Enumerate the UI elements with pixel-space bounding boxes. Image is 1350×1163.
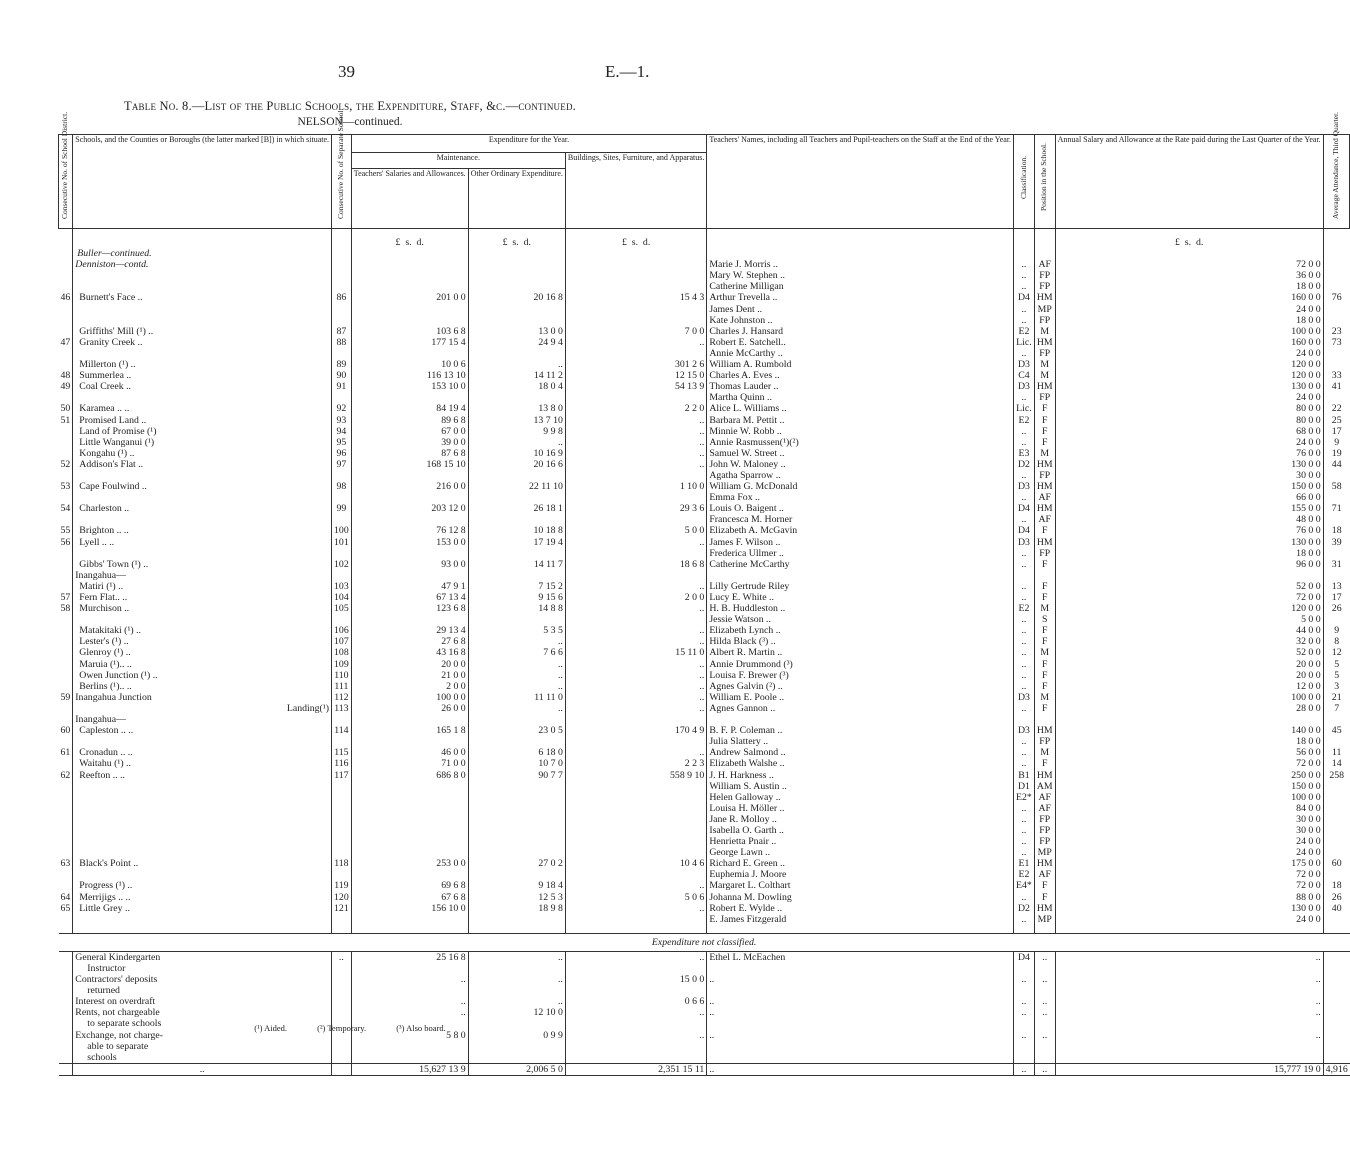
school-name [73,315,332,326]
teacher-name: B. F. P. Coleman .. [707,725,1014,736]
school-name: Landing(¹) [73,703,332,714]
table-row: Land of Promise (¹) 94 67 0 0 9 9 8 .. Minnie W. Robb .. .. F 68 0 0 17 [59,426,1350,437]
teacher-name: Andrew Salmond .. [707,747,1014,758]
school-name: Little Wanganui (¹) [73,437,332,448]
col-expenditure-header: Expenditure for the Year. [351,135,707,153]
table-row: Frederica Ullmer .. .. FP 18 0 0 [59,548,1350,559]
table-row: 55 Brighton .. .. 100 76 12 8 10 18 8 5 0 0 Elizabeth A. McGavin D4 F 76 0 0 18 [60,525,1342,537]
school-name: Brighton .. .. [73,525,332,536]
table-row [59,714,1350,725]
table-row: 49 Coal Creek .. 91 153 10 0 18 0 4 54 13 9 Thomas Lauder .. D3 HM 130 0 0 41 [60,381,1342,393]
school-name: Owen Junction (¹) .. [73,670,332,681]
school-name: Land of Promise (¹) [73,426,332,437]
teacher-name [707,248,1014,259]
teacher-name: Kate Johnston .. [707,315,1014,326]
school-name [73,270,332,281]
teacher-name: Annie Drummond (³) [707,659,1014,670]
unclassified-row: schools [59,1052,1350,1064]
school-name: Gibbs' Town (¹) .. [73,559,332,570]
table-row: Millerton (¹) .. 89 10 0 6 .. 301 2 6 William A. Rumbold D3 M 120 0 0 [59,359,1350,370]
table-row: Denniston—contd. Marie J. Morris .. .. AF 72 0 0 [59,259,1350,270]
teacher-name: Minnie W. Robb .. [707,426,1014,437]
teacher-name: Catherine McCarthy [707,559,1014,570]
teacher-name: Agnes Gannon .. [707,703,1014,714]
school-name: Inangahua— [73,714,332,725]
school-name [73,814,332,825]
school-name: Cape Foulwind .. [73,481,332,492]
school-name: Waitahu (¹) .. [73,758,332,769]
col-schools-header: Schools, and the Counties or Boroughs (the latter marked [B]) in which situate. [73,135,332,229]
table-row: Louisa H. Möller .. .. AF 84 0 0 [59,803,1350,814]
teacher-name: Charles A. Eves .. [707,370,1014,381]
table-row: 48 Summerlea .. 90 116 13 10 14 11 2 12 15 0 Charles A. Eves .. C4 M 120 0 0 33 [60,370,1342,382]
page-number: 39 [338,62,355,81]
teacher-name: E. James Fitzgerald [707,914,1014,925]
table-row: Emma Fox .. .. AF 66 0 0 [59,492,1350,503]
table-row: Landing(¹) 113 26 0 0 .. .. Agnes Gannon .. .. F 28 0 0 7 [59,703,1350,714]
teacher-name [707,714,1014,725]
table-body [59,229,1350,1076]
footnote-aided: (¹) Aided. [254,1023,288,1033]
unclassified-row: Exchange, not charge- 5 8 0 0 9 9 .. .. .. .. .. [59,1030,1350,1041]
teacher-name: Henrietta Pnair .. [707,836,1014,847]
col-buildings-header: Buildings, Sites, Furniture, and Apparatus. [565,153,706,229]
school-name [73,792,332,803]
table-row: Owen Junction (¹) .. 110 21 0 0 .. .. Louisa F. Brewer (³) .. F 20 0 0 5 [59,670,1350,681]
school-name: Millerton (¹) .. [73,359,332,370]
table-row: E. James Fitzgerald .. MP 24 0 0 [59,914,1350,925]
school-name: Glenroy (¹) .. [73,647,332,658]
table-row: 63 Black's Point .. 118 253 0 0 27 0 2 10 4 6 Richard E. Green .. E1 HM 175 0 0 60 [60,858,1342,870]
col-attendance-header: Average Attendance, Third Quarter. [1323,135,1350,229]
school-name [73,781,332,792]
school-name: Matakitaki (¹) .. [73,625,332,636]
table-row: Maruia (¹).. .. 109 20 0 0 .. .. Annie Drummond (³) .. F 20 0 0 5 [59,659,1350,670]
teacher-name: Euphemia J. Moore [707,869,1014,880]
school-name [73,825,332,836]
school-name: Inangahua— [73,570,332,581]
table-title: Table No. 8.—List of the Public Schools, the Expenditure, Staff, &c.—continued. [124,99,576,113]
teacher-name: John W. Maloney .. [707,459,1014,470]
teacher-name: Jane R. Molloy .. [707,814,1014,825]
school-name: Little Grey .. [73,903,332,914]
col-classification-header: Classification. [1014,135,1035,229]
unclassified-row: Rents, not chargeable .. 12 10 0 .. .. .. .. .. [59,1007,1350,1018]
teacher-name: Mary W. Stephen .. [707,270,1014,281]
col-teachers-header: Teachers' Names, including all Teachers and Pupil-teachers on the Staff at the End of the Year. [707,135,1014,229]
table-row: James Dent .. .. MP 24 0 0 [59,304,1350,315]
school-name [73,836,332,847]
unclassified-heading: Expenditure not classified. [59,933,1350,951]
teacher-name: Elizabeth Walshe .. [707,758,1014,769]
table-row: Mary W. Stephen .. .. FP 36 0 0 [59,270,1350,281]
table-row: 47 Granity Creek .. 88 177 15 4 24 9 4 .. Robert E. Satchell.. Lic. HM 160 0 0 73 [60,336,1342,348]
footnote-temporary: (²) Temporary. [317,1023,367,1033]
table-row: Isabella O. Garth .. .. FP 30 0 0 [59,825,1350,836]
table-row: Jane R. Molloy .. .. FP 30 0 0 [59,814,1350,825]
table-row: William S. Austin .. D1 AM 150 0 0 [59,781,1350,792]
school-name [73,392,332,403]
footnotes [0,1023,700,1033]
school-name [73,348,332,359]
table-row: Griffiths' Mill (¹) .. 87 103 6 8 13 0 0 7 0 0 Charles J. Hansard E2 M 100 0 0 23 [59,326,1350,337]
teacher-name: Annie Rasmussen(¹)(²) [707,437,1014,448]
teacher-name: George Lawn .. [707,847,1014,858]
teacher-name: Jessie Watson .. [707,614,1014,625]
teacher-name: Johanna M. Dowling [707,892,1014,903]
school-name: Addison's Flat .. [73,459,332,470]
school-name: Matiri (¹) .. [73,581,332,592]
table-row: Glenroy (¹) .. 108 43 16 8 7 6 6 15 11 0 Albert R. Martin .. .. M 52 0 0 12 [59,647,1350,658]
table-row: Jessie Watson .. .. S 5 0 0 [59,614,1350,625]
teacher-name: Samuel W. Street .. [707,448,1014,459]
table-subtitle [0,116,700,128]
col-other-header: Other Ordinary Expenditure. [468,169,565,229]
school-name [73,803,332,814]
table-row: 46 Burnett's Face .. 86 201 0 0 20 16 8 15 4 3 Arthur Trevella .. D4 HM 160 0 0 76 [60,292,1342,304]
school-name: Progress (¹) .. [73,880,332,891]
school-name [73,514,332,525]
teacher-name: Julia Slattery .. [707,736,1014,747]
school-name: Capleston .. .. [73,725,332,736]
teacher-name: Thomas Lauder .. [707,381,1014,392]
table-row: George Lawn .. .. MP 24 0 0 [59,847,1350,858]
teacher-name: William G. McDonald [707,481,1014,492]
teacher-name: Isabella O. Garth .. [707,825,1014,836]
teacher-name: Arthur Trevella .. [707,292,1014,303]
teacher-name: Margaret L. Colthart [707,880,1014,891]
unclassified-row: Contractors' deposits .. .. 15 0 0 .. .. .. .. [59,974,1350,985]
teacher-name: Elizabeth Lynch .. [707,625,1014,636]
school-name [73,548,332,559]
teacher-name: James F. Wilson .. [707,537,1014,548]
teacher-name: Elizabeth A. McGavin [707,525,1014,536]
table-row: Matiri (¹) .. 103 47 9 1 7 15 2 .. Lilly Gertrude Riley .. F 52 0 0 13 [59,581,1350,592]
col-annual-header: Annual Salary and Allowance at the Rate paid during the Last Quarter of the Year. [1055,135,1323,229]
teacher-name: Francesca M. Horner [707,514,1014,525]
table-row: Julia Slattery .. .. FP 18 0 0 [59,736,1350,747]
unclassified-row: Instructor [59,963,1350,974]
teacher-name: William S. Austin .. [707,781,1014,792]
teacher-name: Annie McCarthy .. [707,348,1014,359]
teacher-name: H. B. Huddleston .. [707,603,1014,614]
table-row: 58 Murchison .. 105 123 6 8 14 8 8 .. H. B. Huddleston .. E2 M 120 0 0 26 [60,603,1342,615]
teacher-name: Robert E. Satchell.. [707,337,1014,348]
col-maintenance-header: Maintenance. [351,153,565,169]
school-name [73,304,332,315]
table-row: 50 Karamea .. .. 92 84 19 4 13 8 0 2 2 0 Alice L. Williams .. Lic. F 80 0 0 22 [60,403,1342,415]
col-salaries-header: Teachers' Salaries and Allowances. [351,169,468,229]
col-consecutive-header: Consecutive No. of School District. [59,135,73,229]
school-name: Murchison .. [73,603,332,614]
school-name: Reefton .. .. [73,770,332,781]
table-row: Euphemia J. Moore E2 AF 72 0 0 [59,869,1350,880]
school-name: Berlins (¹).. .. [73,681,332,692]
table-row: Matakitaki (¹) .. 106 29 13 4 5 3 5 .. Elizabeth Lynch .. .. F 44 0 0 9 [59,625,1350,636]
document-code: E.—1. [605,62,650,81]
footnote-board: (³) Also board. [396,1023,446,1033]
table-row: Catherine Milligan .. FP 18 0 0 [59,281,1350,292]
teacher-name: William E. Poole .. [707,692,1014,703]
table-row: 56 Lyell .. .. 101 153 0 0 17 19 4 .. James F. Wilson .. D3 HM 130 0 0 39 [60,536,1342,548]
table-row: 54 Charleston .. 99 203 12 0 26 18 1 29 3 6 Louis O. Baigent .. D4 HM 155 0 0 71 [60,503,1342,515]
table-row: Waitahu (¹) .. 116 71 0 0 10 7 0 2 2 3 Elizabeth Walshe .. .. F 72 0 0 14 [59,758,1350,769]
school-name: Burnett's Face .. [73,292,332,303]
teacher-name: Louisa H. Möller .. [707,803,1014,814]
table-row: Helen Galloway .. E2* AF 100 0 0 [59,792,1350,803]
table-row: 53 Cape Foulwind .. 98 216 0 0 22 11 10 1 10 0 William G. McDonald D3 HM 150 0 0 58 [60,481,1342,493]
teacher-name [707,570,1014,581]
school-name [73,914,332,925]
school-name: Black's Point .. [73,858,332,869]
school-name [73,736,332,747]
teacher-name: Charles J. Hansard [707,326,1014,337]
table-row: Progress (¹) .. 119 69 6 8 9 18 4 .. Margaret L. Colthart E4* F 72 0 0 18 [59,880,1350,891]
teacher-name: Agatha Sparrow .. [707,470,1014,481]
teacher-name: Louis O. Baigent .. [707,503,1014,514]
table-row: Agatha Sparrow .. .. FP 30 0 0 [59,470,1350,481]
teacher-name: Alice L. Williams .. [707,403,1014,414]
school-name: Karamea .. .. [73,403,332,414]
table-row: 51 Promised Land .. 93 89 6 8 13 7 10 .. Barbara M. Pettit .. E2 F 80 0 0 25 [60,414,1342,426]
table-row: 60 Capleston .. .. 114 165 1 8 23 0 5 170 4 9 B. F. P. Coleman .. D3 HM 140 0 0 45 [60,725,1342,737]
table-row: Annie McCarthy .. .. FP 24 0 0 [59,348,1350,359]
table-row: Martha Quinn .. .. FP 24 0 0 [59,392,1350,403]
unclassified-row: General Kindergarten .. 25 16 8 .. .. Ethel L. McEachen D4 .. .. [59,951,1350,963]
school-name: Merrijigs .. .. [73,892,332,903]
unclassified-row: to separate schools [59,1018,1350,1029]
teacher-name: Robert E. Wylde .. [707,903,1014,914]
school-name [73,281,332,292]
unclassified-row: Interest on overdraft .. .. 0 6 6 .. .. .. .. [59,996,1350,1007]
school-name: Lyell .. .. [73,537,332,548]
school-name: Kongahu (¹) .. [73,448,332,459]
school-name [73,470,332,481]
school-name [73,847,332,858]
table-row: Berlins (¹).. .. 111 2 0 0 .. .. Agnes Galvin (²) .. .. F 12 0 0 3 [59,681,1350,692]
school-name: Granity Creek .. [73,337,332,348]
table-row [59,570,1350,581]
unclassified-row: returned [59,985,1350,996]
teacher-name: Barbara M. Pettit .. [707,415,1014,426]
table-row: Henrietta Pnair .. .. FP 24 0 0 [59,836,1350,847]
school-name: Summerlea .. [73,370,332,381]
table-row: Lester's (¹) .. 107 27 6 8 .. .. Hilda Black (³) .. .. F 32 0 0 8 [59,636,1350,647]
teacher-name: James Dent .. [707,304,1014,315]
table-row: 64 Merrijigs .. .. 120 67 6 8 12 5 3 5 0 6 Johanna M. Dowling .. F 88 0 0 26 [60,891,1342,903]
teacher-name: Frederica Ullmer .. [707,548,1014,559]
table-row: Gibbs' Town (¹) .. 102 93 0 0 14 11 7 18 6 8 Catherine McCarthy .. F 96 0 0 31 [59,559,1350,570]
unclassified-heading-row [59,933,1350,951]
teacher-name: Louisa F. Brewer (³) [707,670,1014,681]
school-name [73,614,332,625]
table-row [59,248,1350,259]
col-separate-header: Consecutive No. of Separate School. [332,135,352,229]
school-name: Inangahua Junction [73,692,332,703]
school-name: Charleston .. [73,503,332,514]
teacher-name: Lilly Gertrude Riley [707,581,1014,592]
money-units-row: £ s. d. £ s. d. £ s. d. £ s. d. [59,237,1350,248]
school-name: Buller—continued. [73,248,332,259]
school-name: Denniston—contd. [73,259,332,270]
teacher-name: Albert R. Martin .. [707,647,1014,658]
table-row: 57 Fern Flat.. .. 104 67 13 4 9 15 6 2 0 0 Lucy E. White .. .. F 72 0 0 17 [60,592,1342,603]
totals-row: .. 15,627 13 9 2,006 5 0 2,351 15 11 .. .. .. 15,777 19 0 4,916 [59,1063,1350,1075]
school-name: Fern Flat.. .. [73,592,332,603]
school-name: Cronadun .. .. [73,747,332,758]
table-row: 62 Reefton .. .. 117 686 8 0 90 7 7 558 9 10 J. H. Harkness .. B1 HM 250 0 0 258 [60,769,1345,781]
table-row: Kate Johnston .. .. FP 18 0 0 [59,315,1350,326]
school-name: Maruia (¹).. .. [73,659,332,670]
teacher-name: Helen Galloway .. [707,792,1014,803]
teacher-name: Hilda Black (³) .. [707,636,1014,647]
school-name: Coal Creek .. [73,381,332,392]
school-name [73,869,332,880]
table-row: 61 Cronadun .. .. 115 46 0 0 6 18 0 .. Andrew Salmond .. .. M 56 0 0 11 [60,747,1342,759]
table-row: Kongahu (¹) .. 96 87 6 8 10 16 9 .. Samuel W. Street .. E3 M 76 0 0 19 [59,448,1350,459]
table-row: Little Wanganui (¹) 95 39 0 0 .. .. Annie Rasmussen(¹)(²) .. F 24 0 0 9 [59,437,1350,448]
table-row: 52 Addison's Flat .. 97 168 15 10 20 16 6 .. John W. Maloney .. D2 HM 130 0 0 44 [60,458,1342,470]
school-name [73,492,332,503]
teacher-name: Lucy E. White .. [707,592,1014,603]
teacher-name: Catherine Milligan [707,281,1014,292]
teacher-name: Martha Quinn .. [707,392,1014,403]
teacher-name: William A. Rumbold [707,359,1014,370]
teacher-name: J. H. Harkness .. [707,770,1014,781]
school-name: Griffiths' Mill (¹) .. [73,326,332,337]
teacher-name: Agnes Galvin (²) .. [707,681,1014,692]
teacher-name: Emma Fox .. [707,492,1014,503]
table-row: Francesca M. Horner .. AF 48 0 0 [59,514,1350,525]
table-row: 59 Inangahua Junction 112 100 0 0 11 11 0 .. William E. Poole .. D3 M 100 0 0 21 [60,691,1342,703]
teacher-name: Marie J. Morris .. [707,259,1014,270]
table-row: 65 Little Grey .. 121 156 10 0 18 9 8 .. Robert E. Wylde .. D2 HM 130 0 0 40 [60,902,1342,914]
teacher-name: Richard E. Green .. [707,858,1014,869]
school-name: Promised Land .. [73,415,332,426]
school-name: Lester's (¹) .. [73,636,332,647]
region-name: NELSON—continued. [297,116,403,128]
unclassified-row: able to separate [59,1041,1350,1052]
col-position-header: Position in the School. [1034,135,1055,229]
